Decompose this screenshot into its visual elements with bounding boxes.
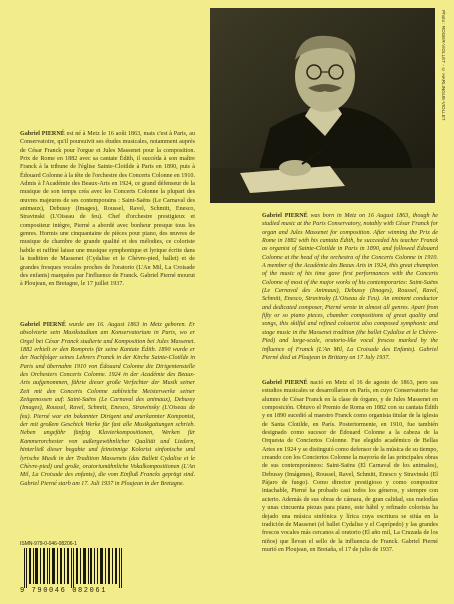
bio-german [20,321,195,488]
bio-text: wurde am 16. August 1863 in Metz geboren. Er absolvierte sein Musikstudium am Konservatorium in Paris, wo er Orgel bei César Franck studierte und Komposition bei Jules Massenet. 1882 erhielt er den Rompreis für seine Kantate Édith. 1890 wurde er der Nachfolger seines Lehrers Franck in der Kirche Sainte-Clotilde in Paris und übernahm 1910 von Édouard Colonne die Dirigentenstelle des Orchesters Concerts Colonne. 1924 in der Académie des Beaux-Arts aufgenommen, führte dieser große Verfechter der Musik seiner Zeit mit den Concerts Colonne zahlreiche Meisterwerke seiner Zeitgenossen auf: Saint-Saëns (Le Carnaval des animaux), Debussy (Images), Roussel, Ravel, Schmitt, Enesco, Strawinsky (L'Oiseau de feu). Pierné war ein bekannter Dirigent und anerkannter Komponist, der mit großem Geschick Werke für fast alle Musikgattungen schrieb. Neben ungefähr fünfzig Klavierkompositionen, Werken für Kammerorchester von außergewöhnlicher Qualität und Liedern, hinterließ dieser begabte und feinsinnige Kolorist sinfonische und lyrische Musik in der Tradition Massenets (das Ballett Cydalise et le Chèvre-pied) und große, oratoriumähnliche Vokalkompositionen (L'An Mil, La Croisade des enfants), die vom Einfluß Francks geprägt sind. Gabriel Pierné starb am 17. Juli 1937 in Ploujean in der Bretagne. [20,322,196,487]
portrait-illustration [210,8,435,203]
photo-credit: Photo : ROGER-VIOLLET - © HARLINGUE-VIOLLET [441,10,446,121]
bio-french [20,130,195,289]
bio-english [262,212,438,362]
composer-name: Gabriel PIERNÉ [262,380,308,386]
composer-portrait-photo [210,8,435,203]
barcode [20,548,132,588]
bio-text: nació en Metz el 16 de agosto de 1863, pero sus estudios musicales se desarrollaron en París, en cuyo Conservatorio fue alumno de César Franck en la clase de órgano, y de Jules Massenet en composición. Obtuvo el Premio de Roma en 1882 con su cantata Édith y en 1890 sucedió al maestro Franck como organista titular de la iglesia de Santa Clotilde, en París. Posteriormente, en 1910, fue también designado como sucesor de Édouard Colonne a la cabeza de la Orquesta de Conciertos Colonne. Fue elegido académico de Bellas Artes en 1924 y se distinguió como defensor de la música de su tiempo, creando con los Conciertos Colonne la mayoría de las principales obras de sus contemporáneos: Saint-Saëns (El Carnaval de los animales), Debussy (Imágenes), Roussel, Ravel, Schmitt, Enesco y Stravinski (El Pájaro de fuego). Como director prestigioso y como compositor intachable, Pierné ha probado casi todos los géneros, y siempre con acierto. Además de sus obras de cámara, de gran calidad, sus melodías y unas cincuenta piezas para piano, este hábil y refinado colorista ha dejado una música sinfónica y lírica cuya escritura se sitúa en la tradición de Massenet (el ballet Cydalise y el Caprípedo) y las grandes frescos vocales más cercanos al oratorio (El año mil, La Cruzada de los niños) que llevan el sello de la influencia de Franck. Gabriel Pierné murió en Ploujean, en Bretaña, el 17 de julio de 1937. [262,380,438,553]
bio-text: was born in Metz on 16 August 1863, though he studied music at the Paris Conservatory, notably with César Franck for organ and Jules Massenet for composition. After winning the Prix de Rome in 1882 with his cantata Édith, he succeeded his teacher Franck as organist of Sainte-Clotilde in Paris in 1890, and followed Édouard Colonne at the head of the orchestra of the Concerts Colonne in 1910. A member of the Académie des Beaux Arts in 1924, this great champion of the music of his time gave first performances with the Concerts Colonne of most of the major works of his contemporaries: Saint-Saëns (Le Carnaval des Animaux), Debussy (Images), Roussel, Ravel, Schmitt, Enesco, Stravinsky (L'Oiseau de Feu). An eminent conductor and dedicated composer, Pierné wrote in almost all genres. Apart from fifty or so piano pieces, chamber compositions of great quality and songs, this skilful and refined colourist also composed symphonic and stage music in the Massenet tradition (the ballet Cydalise et le Chèvre-Pied) and large-scale, oratorio-like vocal frescos marked by the influence of Franck (L'An Mil, La Croisade des Enfants). Gabriel Pierné died at Ploujean in Brittany on 17 July 1937. [262,213,438,361]
composer-name: Gabriel PIERNÉ [262,213,308,219]
barcode-digits: 9 790046 082061 [20,587,108,595]
composer-name: Gabriel PIERNÉ [20,131,65,137]
bio-spanish [262,379,438,554]
ismn-number: ISMN-979-0-046-08206-1 [20,541,77,547]
composer-name: Gabriel PIERNÉ [20,322,66,328]
bio-text: est né à Metz le 16 août 1863, mais c'est à Paris, au Conservatoire, qu'il poursuivit ses études musicales, notamment auprès de César Franck pour l'orgue et Jules Massenet pour la composition. Prix de Rome en 1882 avec sa cantate Édith, il succéda à son maître Franck à la tribune de l'église Sainte-Clotilde à Paris en 1890, puis à Édouard Colonne à la tête de l'orchestre des Concerts Colonne en 1910. Admis à l'Académie des Beaux-Arts en 1924, ce grand défenseur de la musique de son temps créa avec les Concerts Colonne la plupart des œuvres majeures de ses contemporains : Saint-Saëns (Le Carnaval des animaux), Debussy (Images), Roussel, Ravel, Schmitt, Enesco, Stravinski (L'Oiseau de feu). Chef d'orchestre prestigieux et compositeur intègre, Pierné a abordé avec bonheur presque tous les genres. Hormis une cinquantaine de pièces pour piano, des œuvres de musique de chambre de grande qualité et des mélodies, ce coloriste habile et raffiné laisse une musique symphonique et lyrique écrite dans la tradition de Massenet (Cydalise et le Chèvre-pied, ballet) et de grandes fresques vocales proches de l'oratorio (L'An Mil, La Croisade des enfants) marquées par l'influence de Franck. Gabriel Pierné mourut à Ploujean, en Bretagne, le 17 juillet 1937. [20,131,195,288]
